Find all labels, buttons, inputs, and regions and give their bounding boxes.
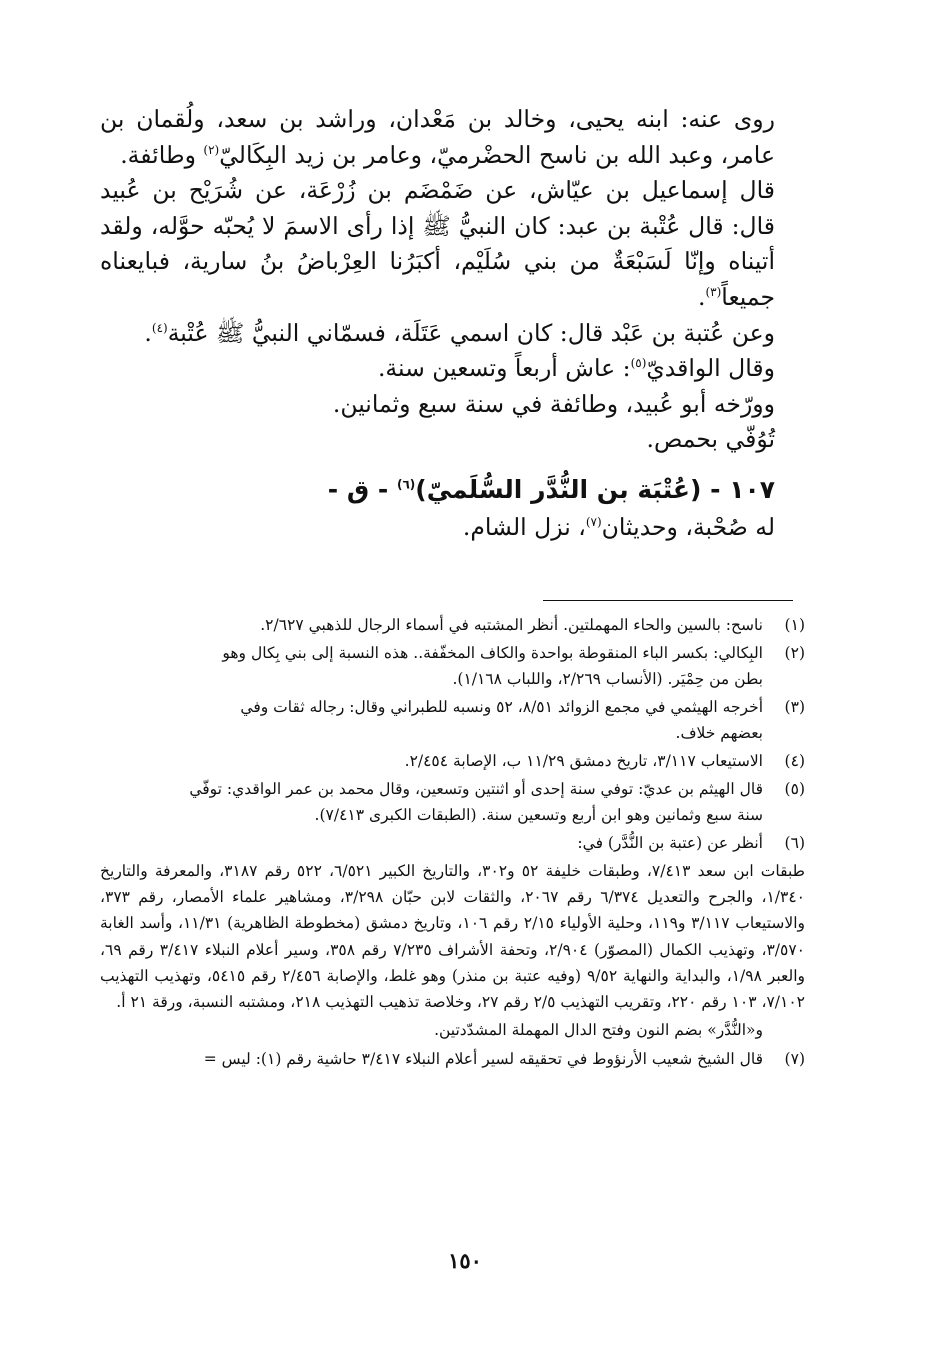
footnote-7: (٧) قال الشيخ شعيب الأرنؤوط في تحقيقه لسير أعلام النبلاء ٣/٤١٧ حاشية رقم (١): ليس = (100, 1046, 805, 1072)
footnote-number: (٧) (784, 1049, 805, 1068)
paragraph-companion: له صُحْبة، وحديثان$^{(٧)}$، نزل الشام. (462, 512, 775, 541)
footnote-number: (٢) (784, 643, 805, 662)
footnote-ref-7: (٧) (585, 515, 602, 530)
footnote-2: (٢) البِكالي: بكسر الباء المنقوطة بواحدة والكاف المخفّفة.. هذه النسبة إلى بني بِكال وهو بطن من حِمْيَر. (الأنساب ٢/٢٦٩، واللباب ١/١٦٨). (100, 640, 805, 693)
footnote-ref-6: (٦) (396, 477, 416, 492)
page-number: ١٥٠ (448, 1248, 482, 1273)
footnote-ref-5: (٥) (630, 356, 647, 371)
footnote-6: (٦) أنظر عن (عتبة بن النُّدَّر) في: (100, 830, 805, 856)
footnote-6-references: طبقات ابن سعد ٧/٤١٣، وطبقات خليفة ٥٢ و٣٠٢، والتاريخ الكبير ٦/٥٢١، ٥٢٢ رقم ٣١٨٧، والمعرفة والتاريخ ١/٣٤٠، والجرح والتعديل ٦/٣٧٤ رقم ٢٠٦٧، والثقات لابن حبّان ٣/٢٩٨، ومشاهير علماء الأمصار، رقم ٣٧٣، والاستيعاب ٣/١١٧ و١١٩، وحلية الأولياء ٢/١٥ رقم ١٠٦، وتاريخ دمشق (مخطوطة الظاهرية) ١١/٣١، وأسد الغابة ٣/٥٧٠، وتهذيب الكمال (المصوّر) ٢/٩٠٤، وتحفة الأشراف ٧/٢٣٥ رقم ٣٥٨، وسير أعلام النبلاء ٣/٤١٧ رقم ٦٩، والعبر ١/٩٨، والبداية والنهاية ٩/٥٢ (وفيه عتبة بن منذر) وهو غلط، والإصابة ٢/٤٥٦ رقم ٥٤١٥، وتهذيب التهذيب ٧/١٠٢، ١٠٣ رقم ٢٢٠، وتقريب التهذيب ٢/٥ رقم ٢٧، وخلاصة تذهيب التهذيب ٢١٨، ومشتبه النسبة، ورقة ٢١ أ. (100, 861, 806, 1012)
footnote-ref-2: (٢) (203, 142, 220, 157)
paragraph-dating: وورّخه أبو عُبيد، وطائفة في سنة سبع وثمانين. (332, 389, 775, 418)
paragraph-death: تُوُفّي بحمص. (646, 425, 775, 454)
footnote-3: (٣) أخرجه الهيثمي في مجمع الزوائد ٨/٥١، ٥٢ ونسبه للطبراني وقال: رجاله ثقات وفي بعضهم خلاف. (100, 694, 805, 747)
paragraph-hadith: قال إسماعيل بن عيّاش، عن ضَمْضَم بن زُرْعَة، عن شُرَيْح بن عُبيد قال: قال عُتْبة بن عبد: كان النبيُّ ﷺ إذا رأى الاسمَ لا يُحبّه حوَّله، ولقد أتيناه وإنّا لَسَبْعَةٌ من بني سُلَيْم، أكبَرُنا العِرْباضُ بنُ سارية، فبايعناه جميعاً$^{(٣)}$. (100, 176, 775, 311)
paragraph-name-change: وعن عُتبة بن عَبْد قال: كان اسمي عَتَلَة، فسمّاني النبيُّ ﷺ عُتْبة$^{(٤)}$. (144, 318, 775, 347)
footnote-ref-4: (٤) (151, 320, 168, 335)
entry-heading: ١٠٧ - (عُتْبَة بن النُّدَّر السُّلَميّ)$^{(٦)}$ - ق - (327, 474, 775, 504)
footnote-5: (٥) قال الهيثم بن عديّ: توفي سنة إحدى أو اثنتين وتسعين، وقال محمد بن عمر الواقدي: توفّي سنة سبع وثمانين وهو ابن أربع وتسعين سنة. (الطبقات الكبرى ٧/٤١٣). (100, 776, 805, 829)
footnote-4: (٤) الاستيعاب ٣/١١٧، تاريخ دمشق ١١/٢٩ ب، الإصابة ٢/٤٥٤. (100, 748, 805, 774)
footnote-divider (543, 600, 793, 601)
main-text (100, 102, 805, 546)
footnote-number: (٣) (784, 697, 805, 716)
footnote-number: (٦) (784, 833, 805, 852)
footnote-1: (١) ناسح: بالسين والحاء المهملتين. أنظر المشتبه في أسماء الرجال للذهبي ٢/٦٢٧. (100, 612, 805, 638)
paragraph-waqidi: وقال الواقديّ$^{(٥)}$: عاش أربعاً وتسعين سنة. (377, 354, 775, 383)
footnote-6-name-vocalization: و«النُّدَّر» بضم النون وفتح الدال المهملة المشدّدتين. (434, 1021, 763, 1040)
footnote-number: (٤) (784, 751, 805, 770)
footnote-ref-3: (٣) (705, 285, 722, 300)
paragraph-narrators: روى عنه: ابنه يحيى، وخالد بن مَعْدان، وراشد بن سعد، ولُقمان بن عامر، وعبد الله بن ناسح الحضْرميّ، وعامر بن زيد البِكَاليّ$^{(٢)}$ وطائفة. (100, 105, 775, 169)
footnote-number: (٥) (784, 779, 805, 798)
footnotes (100, 612, 805, 1074)
footnote-number: (١) (784, 616, 805, 634)
